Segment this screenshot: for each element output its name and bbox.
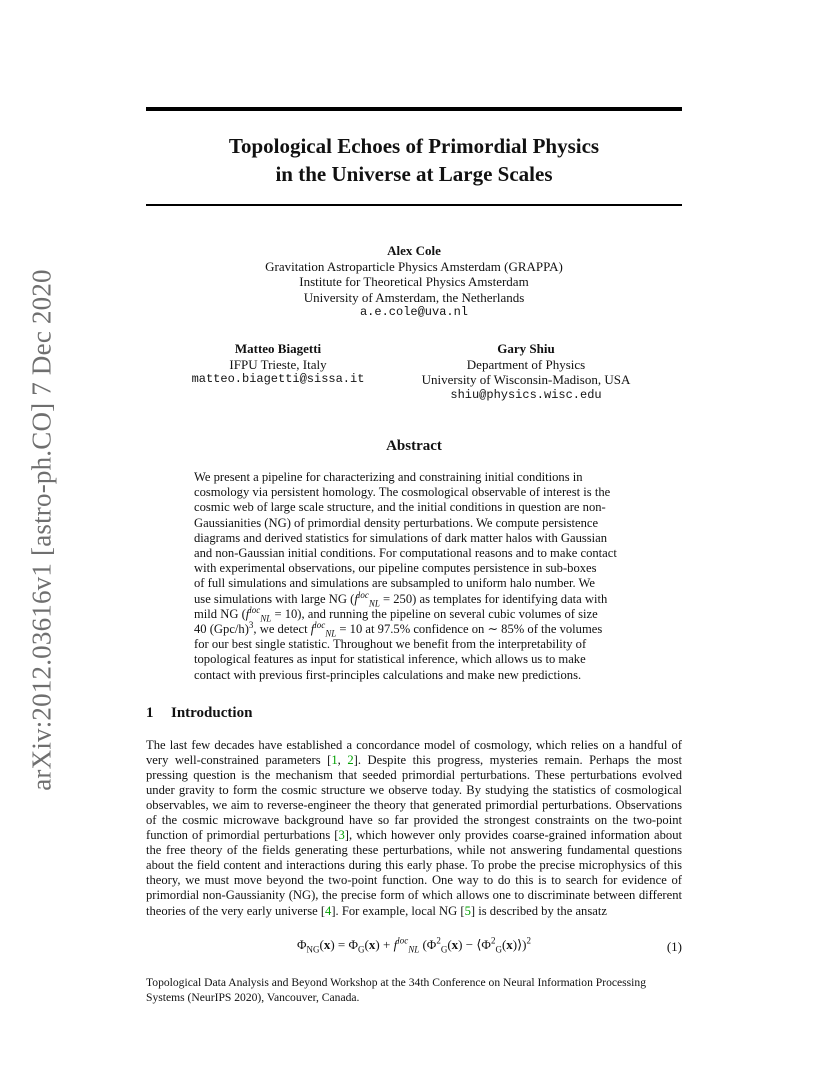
title-line-1: Topological Echoes of Primordial Physics bbox=[228, 134, 600, 158]
paper-title bbox=[146, 132, 682, 188]
abstract-line: mild NG $(f^{loc}_{NL} = 10)$, and running the pipeline on several cubic volumes of size bbox=[194, 604, 598, 624]
abstract-line: Gaussianities (NG) of primordial density perturbations. We compute persistence bbox=[194, 515, 599, 530]
author-affiliation: Gravitation Astroparticle Physics Amsterdam (GRAPPA) bbox=[265, 258, 563, 274]
fnl-symbol: $f^{loc}_{NL}$ bbox=[245, 604, 272, 624]
author-affiliation: Department of Physics bbox=[466, 356, 586, 372]
abstract-line: cosmic web of large scale structure, and the initial conditions in question are non- bbox=[194, 500, 606, 515]
abstract-line: use simulations with large NG $(f^{loc}_{NL} = 250)$ as templates for identifying data with bbox=[194, 589, 608, 609]
author-affiliation: Institute for Theoretical Physics Amsterdam bbox=[299, 274, 529, 289]
abstract-line: diagrams and derived statistics for simulations of dark matter halos with Gaussian bbox=[194, 530, 608, 545]
author-block-shiu bbox=[406, 341, 646, 403]
abstract-body bbox=[194, 470, 634, 683]
author-affiliation: University of Amsterdam, the Netherlands bbox=[303, 289, 525, 305]
abstract-line: We present a pipeline for characterizing and constraining initial conditions in bbox=[194, 470, 583, 484]
equation-number: (1) bbox=[666, 939, 682, 954]
title-bottom-rule bbox=[146, 204, 682, 206]
abstract-line: with experimental observations, our pipeline computes persistence in sub-boxes bbox=[194, 561, 597, 576]
abstract-line: cosmology via persistent homology. The cosmological observable of interest is the bbox=[194, 485, 611, 500]
author-affiliation: IFPU Trieste, Italy bbox=[229, 356, 327, 372]
abstract-line: and non-Gaussian initial conditions. For computational reasons and to make contact bbox=[194, 546, 617, 561]
citation-link[interactable]: 2 bbox=[347, 753, 354, 768]
equation-1 bbox=[146, 934, 682, 960]
author-email[interactable]: matteo.biagetti@sissa.it bbox=[191, 372, 365, 386]
title-top-rule bbox=[146, 107, 682, 111]
citation-link[interactable]: 3 bbox=[338, 828, 345, 843]
author-name: Matteo Biagetti bbox=[234, 341, 322, 356]
introduction-paragraph: The last few decades have established a concordance model of cosmology, which relies on a handful of very well-constrained parameters [1, 2]. Despite this progress, mysteries remain. Perhaps the most pressing question is the mechanism that seeded primordial perturbations. These perturbations evolved under gravity to form the cosmic structure we observe today. By studying the statistics of cosmological observables, we aim to reverse-engineer the theory that generated primordial perturbations. Observations of the cosmic microwave background have so far provided the strongest constraints on the two-point function of primordial perturbations [3], which however only provides coarse-grained information about the free theory of the fields generating these perturbations, while not answering fundamental questions about the field content and interactions during this early phase. To probe the precise microphysics of this theory, we must move beyond the two-point function. One way to do this is to search for evidence of primordial non-Gaussianity (NG), the precise form of which allows one to discriminate between different theories of the very early universe [4]. For example, local NG [5] is described by the ansatz bbox=[146, 738, 682, 918]
abstract-line: of full simulations and simulations are subsampled to uniform halo number. We bbox=[194, 576, 595, 591]
author-block-biagetti bbox=[178, 341, 378, 388]
abstract-line: contact with previous first-principles calculations and make new predictions. bbox=[194, 667, 582, 682]
section-title: Introduction bbox=[171, 705, 253, 721]
citation-link[interactable]: 5 bbox=[464, 903, 471, 918]
author-affiliation: University of Wisconsin-Madison, USA bbox=[421, 372, 631, 387]
fnl-symbol: $f^{loc}_{NL}$ bbox=[310, 619, 337, 639]
section-number: 1 bbox=[146, 705, 154, 721]
citation-link[interactable]: 1 bbox=[331, 753, 338, 768]
abstract-line: for our best single statistic. Throughout we benefit from the interpretability of bbox=[194, 637, 587, 652]
author-block-cole bbox=[214, 243, 614, 321]
author-email[interactable]: a.e.cole@uva.nl bbox=[359, 305, 469, 319]
section-heading bbox=[146, 705, 252, 722]
author-name: Alex Cole bbox=[387, 243, 441, 258]
citation-link[interactable]: 4 bbox=[325, 903, 332, 918]
author-name: Gary Shiu bbox=[497, 341, 555, 356]
arxiv-identifier-stamp: arXiv:2012.03616v1 [astro-ph.CO] 7 Dec 2020 bbox=[26, 269, 57, 791]
abstract-line: topological features as input for statistical inference, which allows us to make bbox=[194, 652, 586, 667]
author-email[interactable]: shiu@physics.wisc.edu bbox=[450, 387, 602, 402]
venue-footnote: Topological Data Analysis and Beyond Workshop at the 34th Conference on Neural Information Processing Systems (NeurIPS 2020), Vancouver, Canada. bbox=[146, 976, 647, 1004]
title-line-2: in the Universe at Large Scales bbox=[275, 162, 553, 186]
abstract-heading: Abstract bbox=[386, 438, 442, 454]
fnl-symbol: $f^{loc}_{NL}$ bbox=[354, 589, 380, 609]
equation-body: $\Phi_{NG}(x) = \Phi_G(x) + f^{loc}_{NL}$ ($\Phi^2_G(x)$ − $⟨\Phi^2_G(x)⟩)^2$ bbox=[296, 935, 532, 955]
abstract-line: 40 $(Gpc/h)^3$, we detect $f^{loc}_{NL} = 10$ at 97.5% confidence on ∼ 85% of the volumes bbox=[194, 619, 603, 639]
